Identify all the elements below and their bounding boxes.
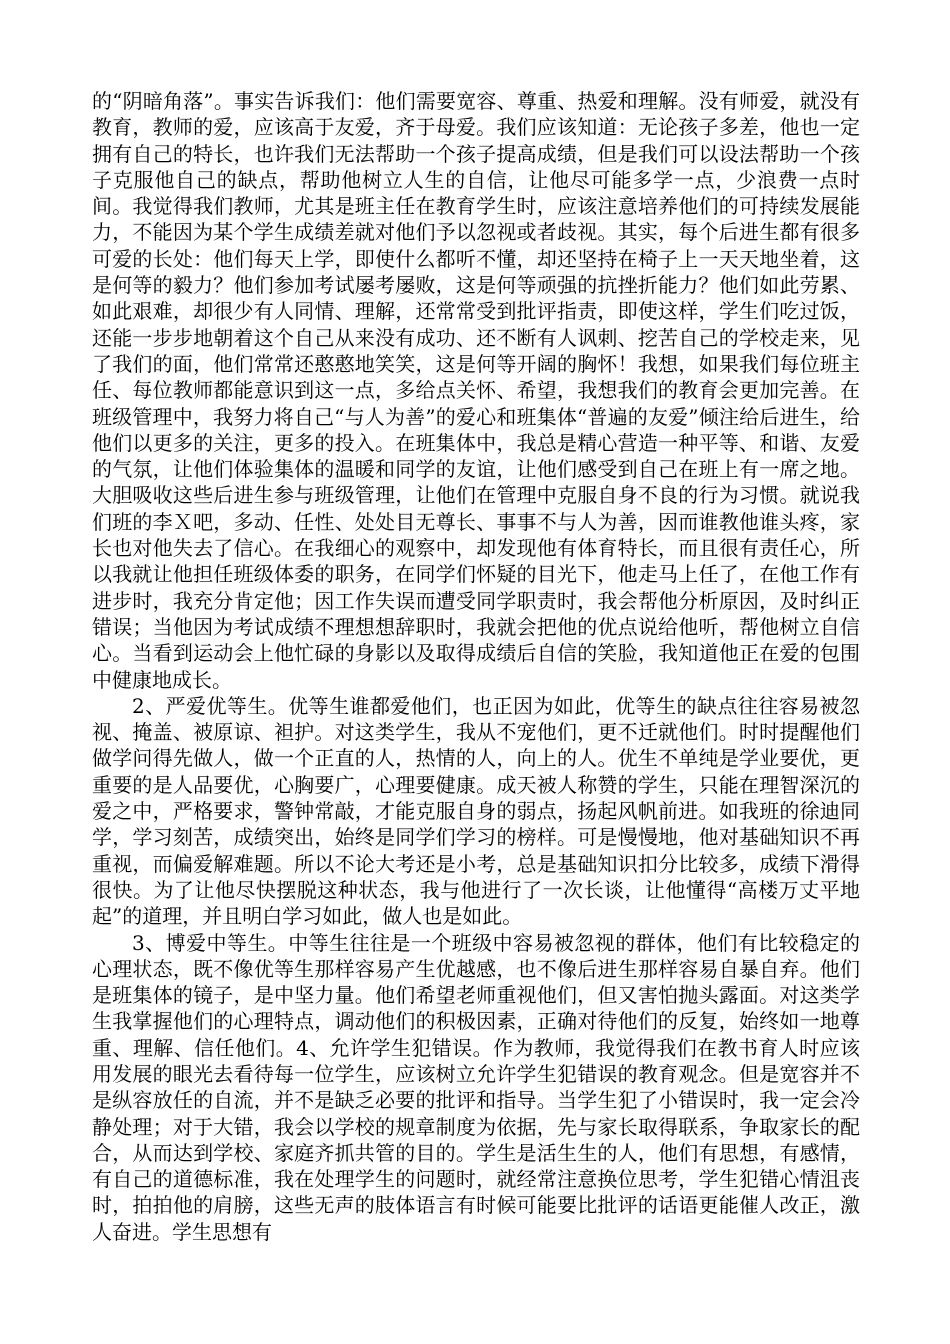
paragraph-1: 的“阴暗角落”。事实告诉我们：他们需要宽容、尊重、热爱和理解。没有师爱，就没有教育，教师的爱，应该高于友爱，齐于母爱。我们应该知道：无论孩子多差，他也一定拥有自己的特长，也许我们无法帮助一个孩子提高成绩，但是我们可以设法帮助一个孩子克服他自己的缺点，帮助他树立人生的自信，让他尽可能多学一点，少浪费一点时间。我觉得我们教师，尤其是班主任在教育学生时，应该注意培养他们的可持续发展能力，不能因为某个学生成绩差就对他们予以忽视或者歧视。其实，每个后进生都有很多可爱的长处：他们每天上学，即使什么都听不懂，却还坚持在椅子上一天天地坐着，这是何等的毅力？他们参加考试屡考屡败，这是何等顽强的抗挫折能力？他们如此劳累、如此艰难，却很少有人同情、理解，还常常受到批评指责，即使这样，学生们吃过饭，还能一步步地朝着这个自己从来没有成功、还不断有人讽刺、挖苦自己的学校走来，见了我们的面，他们常常还憨憨地笑笑，这是何等开阔的胸怀！我想，如果我们每位班主任、每位教师都能意识到这一点，多给点关怀、希望，我想我们的教育会更加完善。在班级管理中，我努力将自己“与人为善”的爱心和班集体“普遍的友爱”倾注给后进生，给他们以更多的关注，更多的投入。在班集体中，我总是精心营造一种平等、和谐、友爱的气氛，让他们体验集体的温暖和同学的友谊，让他们感受到自己在班上有一席之地。大胆吸收这些后进生参与班级管理，让他们在管理中克服自身不良的行为习惯。就说我们班的李Ｘ吧，多动、任性、处处目无尊长、事事不与人为善，因而谁教他谁头疼，家长也对他失去了信心。在我细心的观察中，却发现他有体育特长，而且很有责任心，所以我就让他担任班级体委的职务，在同学们怀疑的目光下，他走马上任了，在他工作有进步时，我充分肯定他；因工作失误而遭受同学职责时，我会帮他分析原因，及时纠正错误；当他因为考试成绩不理想想辞职时，我就会把他的优点说给他听，帮他树立自信心。当看到运动会上他忙碌的身影以及取得成绩后自信的笑脸，我知道他正在爱的包围中健康地成长。 bbox=[92, 89, 860, 692]
paragraph-2: 2、严爱优等生。优等生谁都爱他们，也正因为如此，优等生的缺点往往容易被忽视、掩盖、被原谅、袒护。对这类学生，我从不宠他们，更不迁就他们。时时提醒他们做学问得先做人，做一个正直的人，热情的人，向上的人。优生不单纯是学业要优，更重要的是人品要优，心胸要广，心理要健康。成天被人称赞的学生，只能在理智深沉的爱之中，严格要求，警钟常敲，才能克服自身的弱点，扬起风帆前进。如我班的徐迪同学，学习刻苦，成绩突出，始终是同学们学习的榜样。可是慢慢地，他对基础知识不再重视，而偏爱解难题。所以不论大考还是小考，总是基础知识扣分比较多，成绩下滑得很快。为了让他尽快摆脱这种状态，我与他进行了一次长谈，让他懂得“高楼万丈平地起”的道理，并且明白学习如此，做人也是如此。 bbox=[92, 693, 860, 929]
paragraph-3: 3、博爱中等生。中等生往往是一个班级中容易被忽视的群体，他们有比较稳定的心理状态，既不像优等生那样容易产生优越感，也不像后进生那样容易自暴自弃。他们是班集体的镜子，是中坚力量。他们希望老师重视他们，但又害怕抛头露面。对这类学生我掌握他们的心理特点，调动他们的积极因素，正确对待他们的反复，始终如一地尊重、理解、信任他们。4、允许学生犯错误。作为教师，我觉得我们在教书育人时应该用发展的眼光去看待每一位学生，应该树立允许学生犯错误的教育观念。但是宽容并不是纵容放任的自流，并不是缺乏必要的批评和指导。当学生犯了小错误时，我一定会冷静处理；对于大错，我会以学校的规章制度为依据，先与家长取得联系，争取家长的配合，从而达到学校、家庭齐抓共管的目的。学生是活生生的人，他们有思想，有感情，有自己的道德标准，我在处理学生的问题时，就经常注意换位思考，学生犯错心情沮丧时，拍拍他的肩膀，这些无声的肢体语言有时候可能要比批评的话语更能催人改正，激人奋进。学生思想有 bbox=[92, 930, 860, 1244]
document-page bbox=[92, 88, 860, 1245]
